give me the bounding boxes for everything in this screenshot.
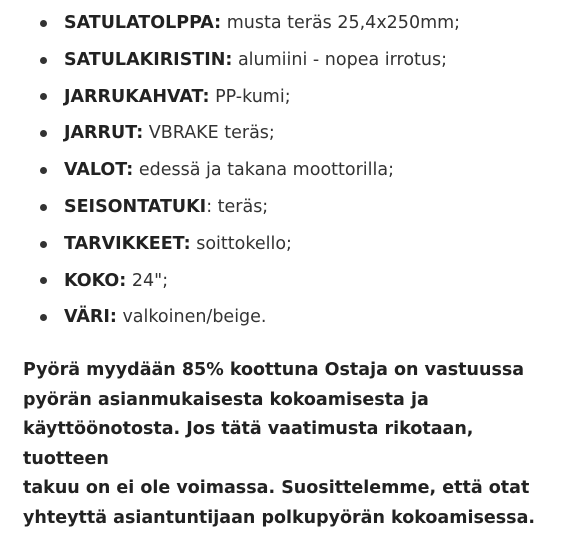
spec-key: SATULAKIRISTIN:	[64, 49, 233, 70]
spec-item-satulakiristin	[0, 42, 568, 79]
bullet-icon	[40, 277, 47, 284]
spec-value: PP-kumi;	[209, 86, 291, 107]
spec-key: KOKO:	[64, 270, 127, 291]
spec-value: : teräs;	[206, 196, 269, 217]
spec-key: SATULATOLPPA:	[64, 13, 222, 33]
spec-item-koko	[0, 263, 568, 300]
note-line: käyttöönotosta. Jos tätä vaatimusta rikotaan, tuotteen	[23, 419, 474, 469]
spec-item-tarvikkeet	[0, 226, 568, 263]
bullet-icon	[40, 167, 47, 174]
bullet-icon	[40, 57, 47, 64]
assembly-note	[23, 356, 553, 533]
spec-value: VBRAKE teräs;	[143, 123, 275, 144]
note-line: yhteyttä asiantuntijaan polkupyörän kokoamisessa.	[23, 507, 536, 528]
bullet-icon	[40, 20, 47, 27]
spec-value: valkoinen/beige.	[116, 307, 267, 328]
spec-key: VALOT:	[64, 160, 134, 181]
spec-value: edessä ja takana moottorilla;	[133, 160, 394, 181]
bullet-icon	[40, 314, 47, 321]
spec-list	[0, 5, 568, 336]
spec-item-vari	[0, 299, 568, 336]
spec-item-valot	[0, 152, 568, 189]
spec-key: TARVIKKEET:	[64, 233, 191, 254]
note-line: takuu on ei ole voimassa. Suosittelemme, että otat	[23, 478, 530, 498]
note-line: Pyörä myydään 85% koottuna Ostaja on vastuussa	[23, 360, 525, 380]
spec-key: SEISONTATUKI	[64, 196, 207, 217]
spec-value: alumiini - nopea irrotus;	[232, 49, 447, 70]
spec-key: VÄRI:	[64, 307, 117, 328]
spec-key: JARRUT:	[64, 123, 144, 144]
bullet-icon	[40, 204, 47, 211]
spec-value: 24";	[126, 270, 169, 291]
spec-item-jarrut	[0, 115, 568, 152]
spec-value: soittokello;	[190, 233, 292, 254]
spec-item-jarrukahvat	[0, 79, 568, 116]
spec-key: JARRUKAHVAT:	[64, 86, 210, 107]
bullet-icon	[40, 130, 47, 137]
spec-item-satulatolppa	[0, 5, 568, 42]
bullet-icon	[40, 241, 47, 248]
bullet-icon	[40, 93, 47, 100]
spec-value: musta teräs 25,4x250mm;	[221, 13, 461, 33]
note-line: pyörän asianmukaisesta kokoamisesta ja	[23, 389, 429, 410]
spec-item-seisontatuki	[0, 189, 568, 226]
